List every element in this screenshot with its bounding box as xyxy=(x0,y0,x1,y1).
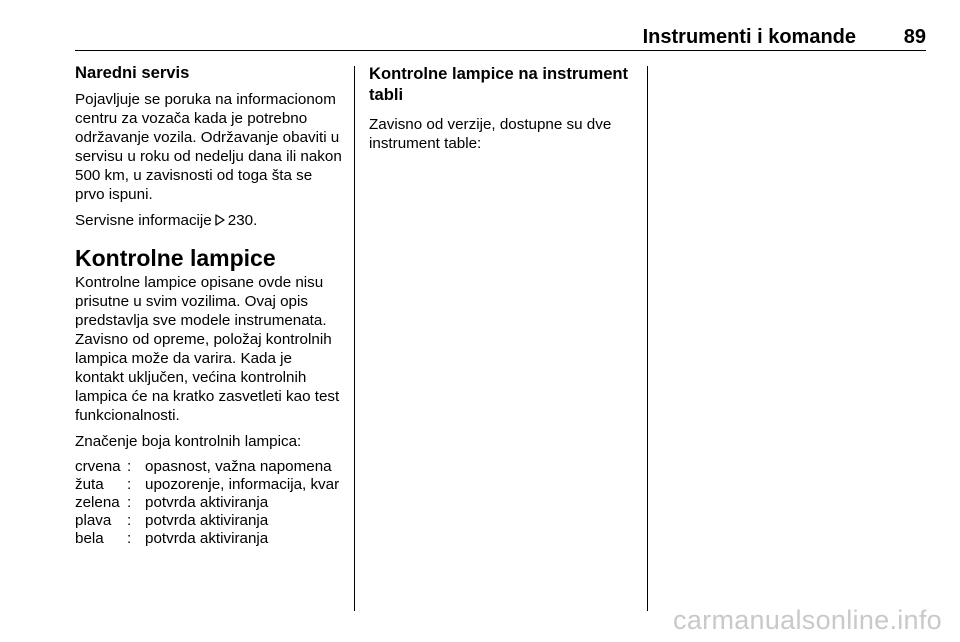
colors-intro: Značenje boja kontrolnih lampica: xyxy=(75,433,302,450)
color-description: opasnost, važna napomena xyxy=(145,458,332,475)
color-name: bela xyxy=(75,530,104,547)
service-reference-page: 230. xyxy=(227,212,258,229)
color-colon: : xyxy=(127,476,132,493)
column-divider-2 xyxy=(647,66,648,611)
color-row xyxy=(75,494,343,512)
section-heading-kontrolne-lampice: Kontrolne lampice xyxy=(75,245,276,271)
page-header xyxy=(75,26,926,52)
column-1 xyxy=(75,63,343,548)
color-colon: : xyxy=(127,530,132,547)
watermark: carmanualsonline.info xyxy=(673,605,942,635)
color-row xyxy=(75,458,343,476)
color-name: zelena xyxy=(75,494,120,511)
paragraph-naredni-servis: Pojavljuje se poruka na informacionom centru za vozača kada je potrebno održavanje vozila. Održavanje obaviti u servisu u roku od nedelju dana ili nakon 500 km, u zavisnosti od toga šta se prvo ispuni. xyxy=(75,91,342,203)
service-reference-text: Servisne informacije xyxy=(75,212,212,229)
color-description: potvrda aktiviranja xyxy=(145,494,269,511)
column-divider-1 xyxy=(354,66,355,611)
header-rule xyxy=(75,50,926,51)
color-meaning-table xyxy=(75,458,343,548)
section-heading-naredni-servis: Naredni servis xyxy=(75,63,190,82)
service-reference[interactable] xyxy=(75,211,343,230)
page-number: 89 xyxy=(903,26,926,48)
paragraph-kontrolne-lampice: Kontrolne lampice opisane ovde nisu prisutne u svim vozilima. Ovaj opis predstavlja sve modele instrumenata. Zavisno od opreme, položaj kontrolnih lampica može da varira. Kada je kontakt uključen, većina kontrolnih lampica će na kratko zasvetleti kao test funkcionalnosti. xyxy=(75,274,340,424)
color-description: potvrda aktiviranja xyxy=(145,530,269,547)
color-colon: : xyxy=(127,458,132,475)
color-name: plava xyxy=(75,512,112,529)
column-2 xyxy=(369,63,635,160)
color-description: upozorenje, informacija, kvar xyxy=(145,476,340,493)
reference-arrow-icon xyxy=(215,214,225,226)
color-colon: : xyxy=(127,494,132,511)
paragraph-instrument-tabli: Zavisno od verzije, dostupne su dve instrument table: xyxy=(369,116,612,152)
color-name: crvena xyxy=(75,458,121,475)
chapter-title: Instrumenti i komande xyxy=(642,26,856,48)
color-name: žuta xyxy=(75,476,104,493)
color-colon: : xyxy=(127,512,132,529)
color-description: potvrda aktiviranja xyxy=(145,512,269,529)
color-row xyxy=(75,476,343,494)
color-row xyxy=(75,512,343,530)
color-row xyxy=(75,530,343,548)
section-heading-instrument-tabli: Kontrolne lampice na instrument tabli xyxy=(369,64,629,104)
